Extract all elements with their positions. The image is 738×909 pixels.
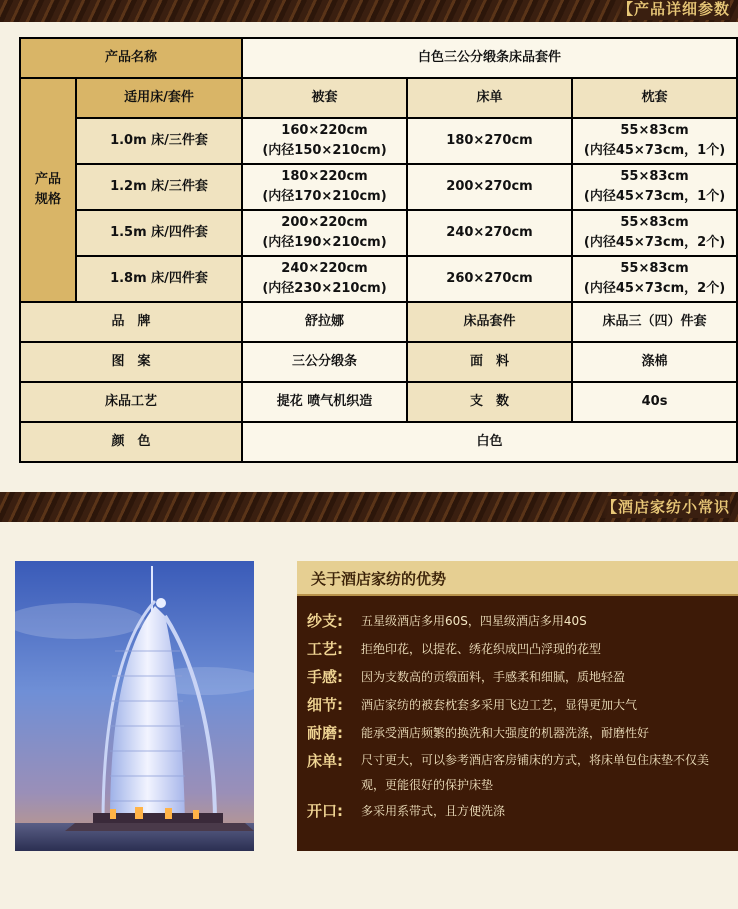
duvet-size <box>242 256 407 302</box>
sheet-size: 260×270cm <box>407 256 572 302</box>
list-item <box>307 692 732 720</box>
duvet-inner: (内径150×210cm) <box>262 143 387 158</box>
col-header-bed: 适用床/套件 <box>76 78 242 118</box>
product-name-label: 产品名称 <box>20 38 242 78</box>
duvet-inner: (内径190×210cm) <box>262 235 387 250</box>
spec-table <box>19 37 738 463</box>
col-header-duvet: 被套 <box>242 78 407 118</box>
advantages-header <box>297 561 738 596</box>
col-header-sheet: 床单 <box>407 78 572 118</box>
duvet-size <box>242 164 407 210</box>
color-value: 白色 <box>242 422 737 462</box>
item-label: 纱支: <box>307 612 343 630</box>
duvet-outer: 160×220cm <box>281 123 368 138</box>
advantages-list <box>307 608 732 826</box>
bed-size: 1.0m 床/三件套 <box>76 118 242 164</box>
duvet-inner: (内径170×210cm) <box>262 189 387 204</box>
item-label: 开口: <box>307 802 343 820</box>
duvet-outer: 180×220cm <box>281 169 368 184</box>
pattern-value: 三公分缎条 <box>242 342 407 382</box>
duvet-inner: (内径230×210cm) <box>262 281 387 296</box>
bed-size: 1.5m 床/四件套 <box>76 210 242 256</box>
list-item <box>307 748 732 798</box>
pillow-size <box>572 256 737 302</box>
spec-label-text: 产品规格 <box>34 172 61 207</box>
item-text: 能承受酒店频繁的换洗和大强度的机器洗涤，耐磨性好 <box>361 726 650 740</box>
list-item <box>307 636 732 664</box>
sheet-size: 240×270cm <box>407 210 572 256</box>
sheet-size: 180×270cm <box>407 118 572 164</box>
craft-value: 提花 喷气机织造 <box>242 382 407 422</box>
count-value: 40s <box>572 382 737 422</box>
list-item <box>307 720 732 748</box>
item-text: 拒绝印花，以提花、绣花织成凹凸浮现的花型 <box>361 642 602 656</box>
item-label: 细节: <box>307 696 343 714</box>
pillow-outer: 55×83cm <box>620 123 689 138</box>
spec-label <box>20 78 76 302</box>
item-label: 耐磨: <box>307 724 343 742</box>
craft-label: 床品工艺 <box>20 382 242 422</box>
pattern-label: 图 案 <box>20 342 242 382</box>
item-label: 工艺: <box>307 640 343 658</box>
item-text: 尺寸更大，可以参考酒店客房铺床的方式，将床单包住床垫不仅美观，更能很好的保护床垫 <box>361 753 710 792</box>
table-row <box>20 256 737 302</box>
pillow-inner: (内径45×73cm，1个) <box>583 189 726 204</box>
product-name-value: 白色三公分缎条床品套件 <box>242 38 737 78</box>
item-text: 酒店家纺的被套枕套多采用飞边工艺，显得更加大气 <box>361 698 638 712</box>
duvet-outer: 240×220cm <box>281 261 368 276</box>
fabric-label: 面 料 <box>407 342 572 382</box>
hotel-tips-heading: 【酒店家纺小常识 <box>598 496 730 518</box>
hotel-tips-banner <box>0 492 738 522</box>
duvet-size <box>242 118 407 164</box>
brand-value: 舒拉娜 <box>242 302 407 342</box>
set-label: 床品套件 <box>407 302 572 342</box>
item-text: 五星级酒店多用60S，四星级酒店多用40S <box>361 614 587 628</box>
hotel-tower-image <box>15 561 254 851</box>
sheet-size: 200×270cm <box>407 164 572 210</box>
advantages-panel <box>297 561 738 851</box>
advantages-title: 关于酒店家纺的优势 <box>311 570 447 588</box>
pillow-inner: (内径45×73cm，2个) <box>583 281 726 296</box>
list-item <box>307 608 732 636</box>
top-banner <box>0 0 738 22</box>
item-label: 手感: <box>307 668 343 686</box>
table-row <box>20 164 737 210</box>
pillow-size <box>572 164 737 210</box>
pillow-inner: (内径45×73cm，1个) <box>583 143 726 158</box>
duvet-outer: 200×220cm <box>281 215 368 230</box>
item-text: 因为支数高的贡缎面料，手感柔和细腻，质地轻盈 <box>361 670 626 684</box>
pillow-size <box>572 210 737 256</box>
bed-size: 1.8m 床/四件套 <box>76 256 242 302</box>
pillow-outer: 55×83cm <box>620 261 689 276</box>
count-label: 支 数 <box>407 382 572 422</box>
duvet-size <box>242 210 407 256</box>
color-label: 颜 色 <box>20 422 242 462</box>
hotel-photo <box>15 561 254 851</box>
fabric-value: 涤棉 <box>572 342 737 382</box>
pillow-inner: (内径45×73cm，2个) <box>583 235 726 250</box>
bed-size: 1.2m 床/三件套 <box>76 164 242 210</box>
table-row <box>20 210 737 256</box>
pillow-size <box>572 118 737 164</box>
list-item <box>307 798 732 826</box>
table-row <box>20 118 737 164</box>
brand-label: 品 牌 <box>20 302 242 342</box>
col-header-pillow: 枕套 <box>572 78 737 118</box>
product-params-heading: 【产品详细参数 <box>614 0 730 20</box>
set-value: 床品三（四）件套 <box>572 302 737 342</box>
item-text: 多采用系带式，且方便洗涤 <box>361 804 506 818</box>
item-label: 床单: <box>307 752 343 770</box>
pillow-outer: 55×83cm <box>620 169 689 184</box>
pillow-outer: 55×83cm <box>620 215 689 230</box>
list-item <box>307 664 732 692</box>
